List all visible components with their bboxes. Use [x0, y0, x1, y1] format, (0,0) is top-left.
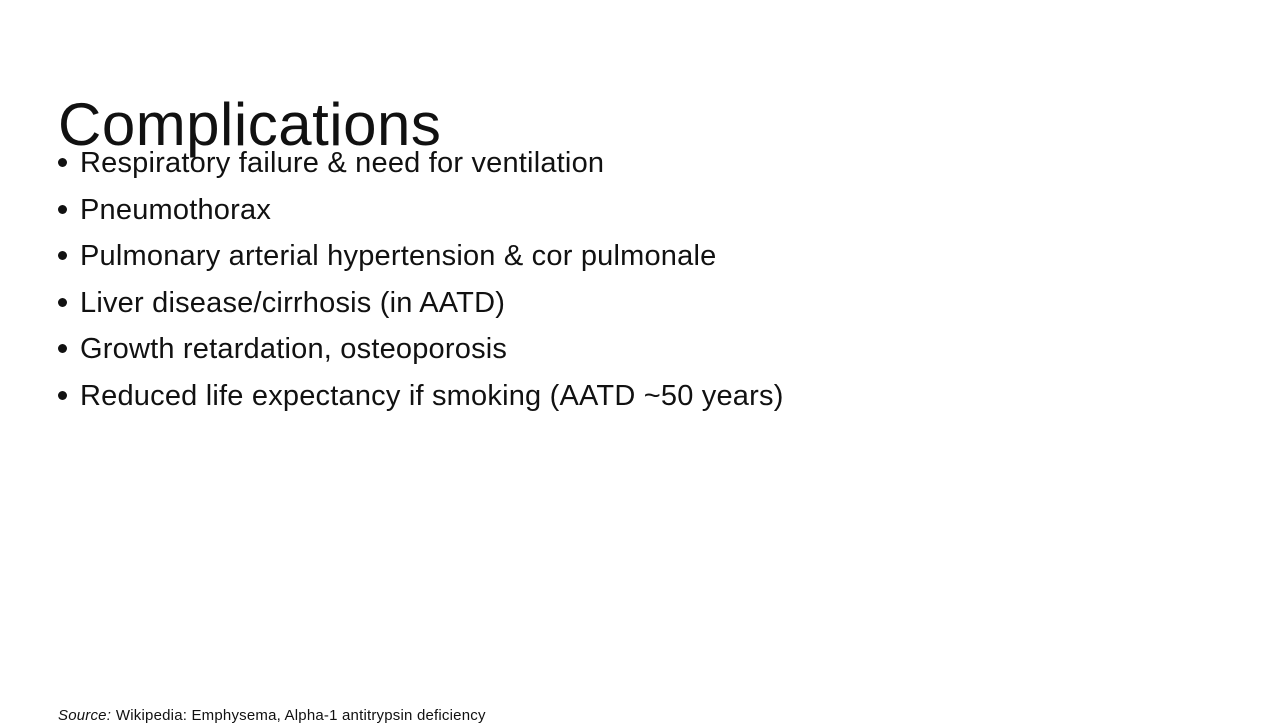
bullet-item: [58, 373, 784, 420]
bullet-dot-icon: [58, 391, 67, 400]
bullet-item: [58, 140, 784, 187]
bullet-list: [58, 140, 784, 419]
bullet-text: Liver disease/cirrhosis (in AATD): [80, 286, 506, 319]
bullet-item: [58, 233, 784, 280]
source-text: Wikipedia: Emphysema, Alpha-1 antitrypsin deficiency: [115, 707, 486, 724]
bullet-text: Growth retardation, osteoporosis: [80, 333, 508, 365]
bullet-item: [58, 187, 784, 234]
bullet-dot-icon: [58, 251, 67, 260]
bullet-text: Pneumothorax: [80, 193, 272, 226]
bullet-dot-icon: [58, 205, 67, 214]
source-label: Source:: [58, 707, 112, 724]
source-line: [58, 706, 486, 726]
bullet-text: Respiratory failure & need for ventilation: [80, 147, 605, 179]
bullet-dot-icon: [58, 298, 67, 307]
bullet-text: Pulmonary arterial hypertension & cor pulmonale: [80, 240, 717, 272]
bullet-item: [58, 280, 784, 327]
bullet-item: [58, 326, 784, 373]
slide-title: Complications: [58, 91, 442, 159]
bullet-dot-icon: [58, 158, 67, 167]
bullet-text: Reduced life expectancy if smoking (AATD ~50 years): [80, 379, 784, 412]
bullet-dot-icon: [58, 344, 67, 353]
